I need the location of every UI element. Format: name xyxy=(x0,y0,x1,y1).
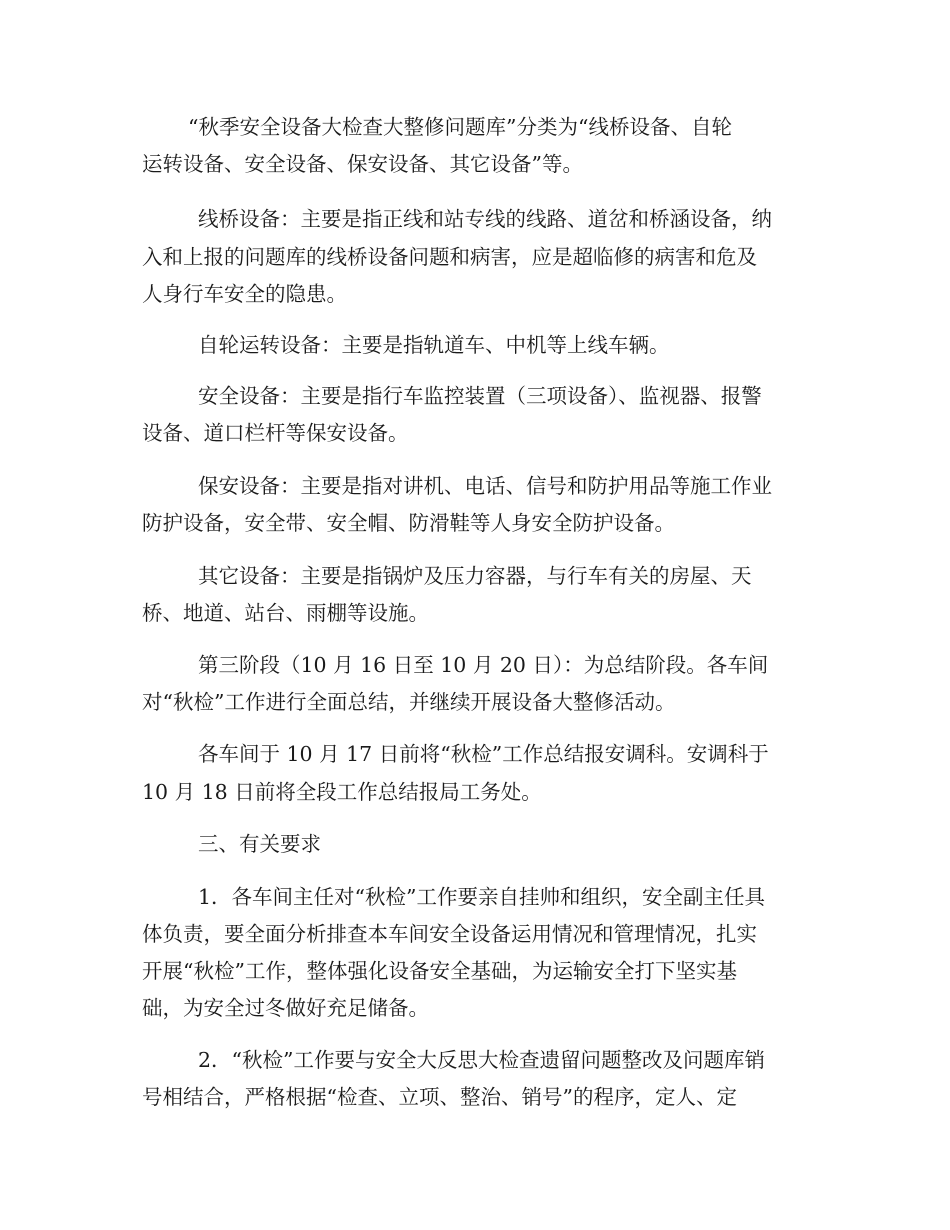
text-line: 10 月 18 日前将全段工作总结报局工务处。 xyxy=(142,780,542,804)
text-line: 桥、地道、站台、雨棚等设施。 xyxy=(142,601,429,625)
text-line: 体负责，要全面分析排查本车间安全设备运用情况和管理情况，扎实 xyxy=(142,922,757,946)
section-heading: 三、有关要求 xyxy=(198,832,321,856)
text-line: 各车间于 10 月 17 日前将“秋检”工作总结报安调科。安调科于 xyxy=(198,742,769,766)
text-line: 其它设备：主要是指锅炉及压力容器，与行车有关的房屋、天 xyxy=(198,564,752,588)
text-line: 对“秋检”工作进行全面总结，并继续开展设备大整修活动。 xyxy=(142,690,676,714)
text-line: 2．“秋检”工作要与安全大反思大检查遗留问题整改及问题库销 xyxy=(198,1048,766,1072)
text-line: 运转设备、安全设备、保安设备、其它设备”等。 xyxy=(142,152,583,176)
text-line: 保安设备：主要是指对讲机、电话、信号和防护用品等施工作业 xyxy=(198,474,772,498)
text-line: 第三阶段（10 月 16 日至 10 月 20 日）：为总结阶段。各车间 xyxy=(198,653,769,677)
text-line: 设备、道口栏杆等保安设备。 xyxy=(142,421,409,445)
text-line: 线桥设备：主要是指正线和站专线的线路、道岔和桥涵设备，纳 xyxy=(198,207,772,231)
text-line: 入和上报的问题库的线桥设备问题和病害，应是超临修的病害和危及 xyxy=(142,245,757,269)
text-line: “秋季安全设备大检查大整修问题库”分类为“线桥设备、自轮 xyxy=(188,115,732,139)
text-line: 础，为安全过冬做好充足储备。 xyxy=(142,996,429,1020)
text-line: 防护设备，安全带、安全帽、防滑鞋等人身安全防护设备。 xyxy=(142,511,675,535)
text-line: 自轮运转设备：主要是指轨道车、中机等上线车辆。 xyxy=(198,333,670,357)
text-line: 安全设备：主要是指行车监控装置（三项设备）、监视器、报警 xyxy=(198,384,762,408)
text-line: 开展“秋检”工作，整体强化设备安全基础，为运输安全打下坚实基 xyxy=(142,959,737,983)
text-line: 1．各车间主任对“秋检”工作要亲自挂帅和组织，安全副主任具 xyxy=(198,885,766,909)
text-line: 号相结合，严格根据“检查、立项、整治、销号”的程序，定人、定 xyxy=(142,1085,737,1109)
text-line: 人身行车安全的隐患。 xyxy=(142,282,347,306)
